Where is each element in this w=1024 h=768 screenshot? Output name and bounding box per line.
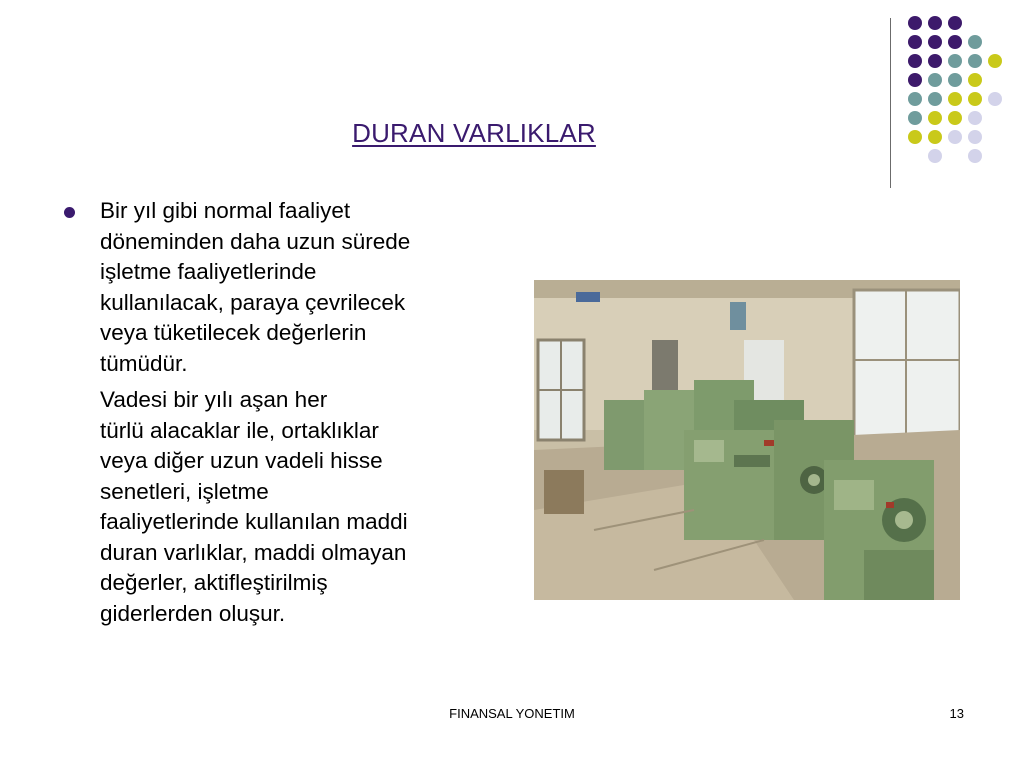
slide-title: DURAN VARLIKLAR [352, 118, 596, 148]
bullet-item [58, 196, 508, 629]
machine-workshop-photo [534, 280, 960, 600]
page-number: 13 [949, 706, 964, 721]
footer-text: FINANSAL YONETIM [449, 706, 575, 721]
bullet-dot-icon [64, 207, 75, 218]
decorative-vertical-line [890, 18, 891, 188]
slide-body [58, 196, 508, 629]
decorative-dots [908, 14, 1018, 164]
bullet-paragraph: Bir yıl gibi normal faaliyet döneminden daha uzun sürede işletme faaliyetlerinde kullanılacak, paraya çevrilecek veya tüketilecek değerlerin tümüdür. [100, 198, 411, 376]
indented-paragraph: Vadesi bir yılı aşan her türlü alacaklar ile, ortaklıklar veya diğer uzun vadeli hisse senetleri, işletme faaliyetlerinde kullanılan maddi duran varlıklar, maddi olmayan değerler, aktifleştirilmiş giderlerden oluşur. [100, 387, 408, 626]
